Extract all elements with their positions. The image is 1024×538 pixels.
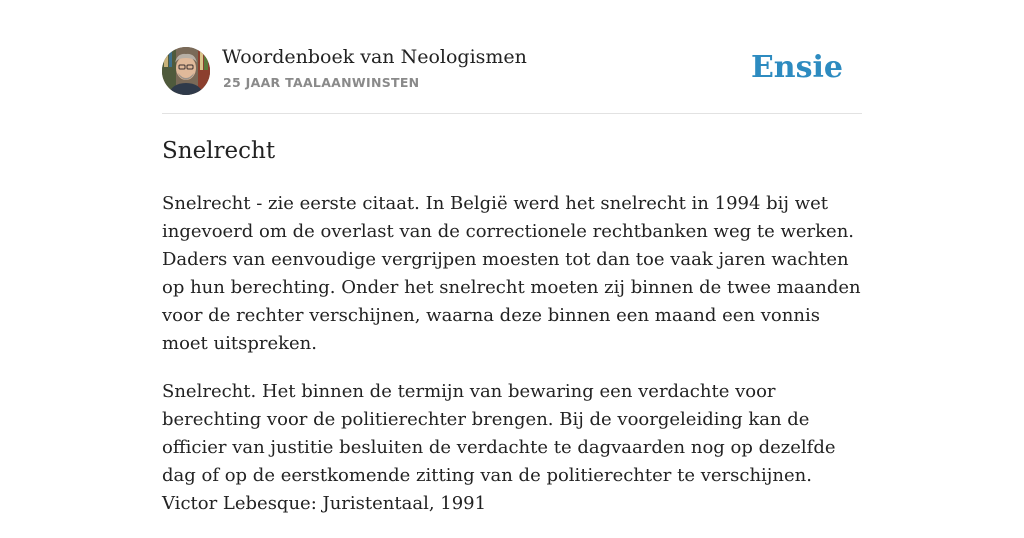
entry-paragraph: Snelrecht - zie eerste citaat. In België werd het snelrecht in 1994 bij wet ingevoerd om de overlast van de correctionele rechtbanken weg te werken. Daders van eenvoudige vergrijpen moesten tot dan toe vaak jaren wachten op hun berechting. Onder het snelrecht moeten zij binnen de twee maanden voor de rechter verschijnen, waarna deze binnen een maand een vonnis moet uitspreken. <box>162 193 861 354</box>
entry-title: Snelrecht <box>162 138 276 164</box>
brand-logo[interactable]: Ensie <box>750 50 843 85</box>
page-header <box>162 0 862 114</box>
source-title[interactable]: Woordenboek van Neologismen <box>222 46 527 68</box>
entry-paragraph: Snelrecht. Het binnen de termijn van bewaring een verdachte voor berechting voor de politierechter brengen. Bij de voorgeleiding kan de officier van justitie besluiten de verdachte te dagvaarden nog op dezelfde dag of op de eerstkomende zitting van de politierechter te verschijnen. Victor Lebesque: Juristentaal, 1991 <box>162 381 836 514</box>
entry-page <box>162 0 862 514</box>
entry-body <box>162 190 862 538</box>
author-avatar[interactable] <box>162 47 210 95</box>
author-portrait-icon <box>162 47 210 95</box>
source-subtitle: 25 JAAR TAALAANWINSTEN <box>223 75 420 90</box>
